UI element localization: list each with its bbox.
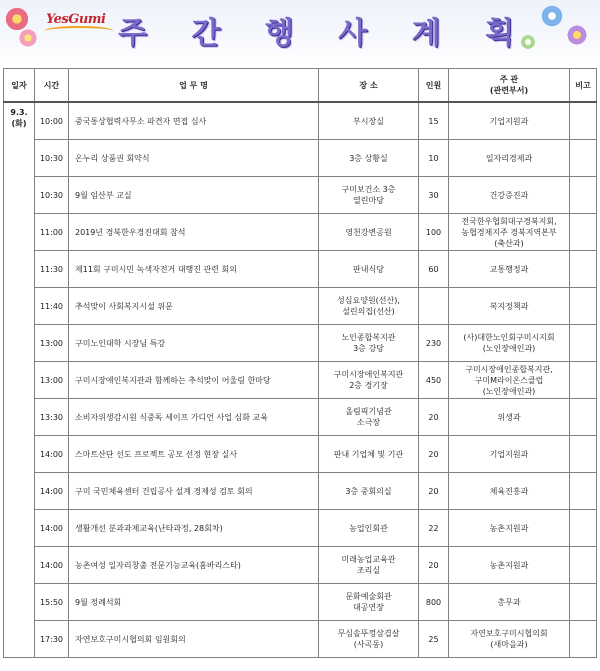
table-row (4, 251, 597, 288)
task-cell: 스마트산단 선도 프로젝트 공모 선정 현장 실사 (69, 436, 319, 473)
time-cell: 17:30 (35, 621, 69, 658)
people-cell (419, 288, 449, 325)
people-cell: 20 (419, 399, 449, 436)
note-cell (570, 473, 597, 510)
table-row (4, 547, 597, 584)
task-cell: 소비자위생감시원 식중독 세이프 가디언 사업 심화 교육 (69, 399, 319, 436)
table-row (4, 621, 597, 658)
place-cell: 올림픽기념관 소극장 (319, 399, 419, 436)
note-cell (570, 140, 597, 177)
task-cell: 중국통상협력사무소 파견자 면접 심사 (69, 102, 319, 140)
place-cell: 노인종합복지관 3층 강당 (319, 325, 419, 362)
people-cell: 800 (419, 584, 449, 621)
dept-cell: 자연보호구미시협의회 (새마을과) (449, 621, 570, 658)
note-cell (570, 362, 597, 399)
table-row (4, 436, 597, 473)
flower-decoration (18, 28, 38, 48)
note-cell (570, 621, 597, 658)
note-cell (570, 325, 597, 362)
place-cell: 농업인회관 (319, 510, 419, 547)
time-cell: 13:00 (35, 325, 69, 362)
dept-cell: 기업지원과 (449, 102, 570, 140)
dept-cell: 위생과 (449, 399, 570, 436)
dept-cell: 일자리경제과 (449, 140, 570, 177)
title-char: 행 (264, 16, 298, 51)
dept-cell: 구미시장애인종합복지관, 구미M라이온스클럽 (노인장애인과) (449, 362, 570, 399)
task-cell: 제11회 구미시민 녹색자전거 대행진 관련 회의 (69, 251, 319, 288)
place-cell: 구미시장애인복지관 2층 경기장 (319, 362, 419, 399)
time-cell: 14:00 (35, 510, 69, 547)
note-cell (570, 547, 597, 584)
time-cell: 14:00 (35, 436, 69, 473)
time-cell: 11:00 (35, 214, 69, 251)
dept-cell: 기업지원과 (449, 436, 570, 473)
place-cell: 3층 중회의실 (319, 473, 419, 510)
task-cell: 9월 임산부 교실 (69, 177, 319, 214)
time-cell: 15:50 (35, 584, 69, 621)
place-cell: 미래농업교육관 조리실 (319, 547, 419, 584)
yesgumi-logo: YesGumi (46, 12, 106, 27)
people-cell: 20 (419, 547, 449, 584)
col-header-time: 시간 (35, 69, 69, 103)
dept-cell: 농촌지원과 (449, 547, 570, 584)
table-row (4, 214, 597, 251)
title-char: 사 (338, 16, 372, 51)
time-cell: 10:00 (35, 102, 69, 140)
col-header-people: 인원 (419, 69, 449, 103)
time-cell: 10:30 (35, 177, 69, 214)
logo-swoosh-icon (44, 26, 114, 36)
place-cell: 성심요양원(선산), 설린의집(선산) (319, 288, 419, 325)
dept-cell: 총무과 (449, 584, 570, 621)
col-header-place: 장 소 (319, 69, 419, 103)
time-cell: 13:30 (35, 399, 69, 436)
dept-cell: (사)대한노인회구미시지회 (노인장애인과) (449, 325, 570, 362)
task-cell: 생활개선 분과과제교육(난타과정, 28회차) (69, 510, 319, 547)
table-row (4, 325, 597, 362)
place-cell: 무심솔뚜껑삼겹살 (사곡동) (319, 621, 419, 658)
people-cell: 20 (419, 473, 449, 510)
table-row (4, 140, 597, 177)
place-cell: 부시장실 (319, 102, 419, 140)
schedule-table (3, 68, 597, 658)
table-header-row (4, 69, 597, 103)
task-cell: 추석맞이 사회복지시설 위문 (69, 288, 319, 325)
dept-cell: 농촌지원과 (449, 510, 570, 547)
col-header-note: 비고 (570, 69, 597, 103)
note-cell (570, 399, 597, 436)
time-cell: 14:00 (35, 473, 69, 510)
people-cell: 100 (419, 214, 449, 251)
time-cell: 11:30 (35, 251, 69, 288)
task-cell: 구미 국민체육센터 건립공사 설계 경제성 검토 회의 (69, 473, 319, 510)
place-cell: 영천강변공원 (319, 214, 419, 251)
date-cell: 9.3. (화) (4, 102, 35, 658)
dept-cell: 복지정책과 (449, 288, 570, 325)
table-row (4, 510, 597, 547)
people-cell: 60 (419, 251, 449, 288)
title-char: 획 (484, 16, 518, 51)
table-row (4, 177, 597, 214)
note-cell (570, 584, 597, 621)
table-row (4, 288, 597, 325)
dept-cell: 체육진흥과 (449, 473, 570, 510)
note-cell (570, 288, 597, 325)
dept-cell: 건강증진과 (449, 177, 570, 214)
note-cell (570, 214, 597, 251)
dept-cell: 전국한우협회대구경북지회, 농협경제지주 경북지역본부 (축산과) (449, 214, 570, 251)
people-cell: 10 (419, 140, 449, 177)
title-char: 계 (411, 16, 445, 51)
task-cell: 구미노인대학 시장님 특강 (69, 325, 319, 362)
task-cell: 구미시장애인복지관과 함께하는 추석맞이 어울림 한마당 (69, 362, 319, 399)
people-cell: 22 (419, 510, 449, 547)
people-cell: 230 (419, 325, 449, 362)
header-banner (0, 0, 600, 62)
task-cell: 9월 정례석회 (69, 584, 319, 621)
col-header-dept: 주 관 (관련부서) (449, 69, 570, 103)
title-char: 주 (118, 16, 151, 51)
people-cell: 20 (419, 436, 449, 473)
people-cell: 25 (419, 621, 449, 658)
table-row (4, 584, 597, 621)
col-header-task: 업 무 명 (69, 69, 319, 103)
people-cell: 15 (419, 102, 449, 140)
flower-decoration (520, 34, 536, 50)
note-cell (570, 436, 597, 473)
page-title (118, 8, 518, 52)
place-cell: 구미보건소 3층 열린마당 (319, 177, 419, 214)
table-row (4, 102, 597, 140)
note-cell (570, 102, 597, 140)
note-cell (570, 510, 597, 547)
note-cell (570, 251, 597, 288)
task-cell: 자연보호구미시협의회 임원회의 (69, 621, 319, 658)
col-header-date: 일자 (4, 69, 35, 103)
table-row (4, 362, 597, 399)
place-cell: 문화예술회관 대공연장 (319, 584, 419, 621)
flower-decoration (540, 4, 564, 28)
time-cell: 10:30 (35, 140, 69, 177)
flower-decoration (566, 24, 588, 46)
dept-cell: 교통행정과 (449, 251, 570, 288)
task-cell: 농촌여성 일자리창출 전문기능교육(홈바리스타) (69, 547, 319, 584)
task-cell: 2019년 경북한우경진대회 참석 (69, 214, 319, 251)
task-cell: 온누리 상품권 회약식 (69, 140, 319, 177)
table-row (4, 399, 597, 436)
people-cell: 450 (419, 362, 449, 399)
place-cell: 3층 상황실 (319, 140, 419, 177)
time-cell: 11:40 (35, 288, 69, 325)
people-cell: 30 (419, 177, 449, 214)
place-cell: 판내식당 (319, 251, 419, 288)
note-cell (570, 177, 597, 214)
time-cell: 13:00 (35, 362, 69, 399)
title-char: 간 (191, 16, 225, 51)
time-cell: 14:00 (35, 547, 69, 584)
place-cell: 판내 기업체 및 기관 (319, 436, 419, 473)
table-row (4, 473, 597, 510)
